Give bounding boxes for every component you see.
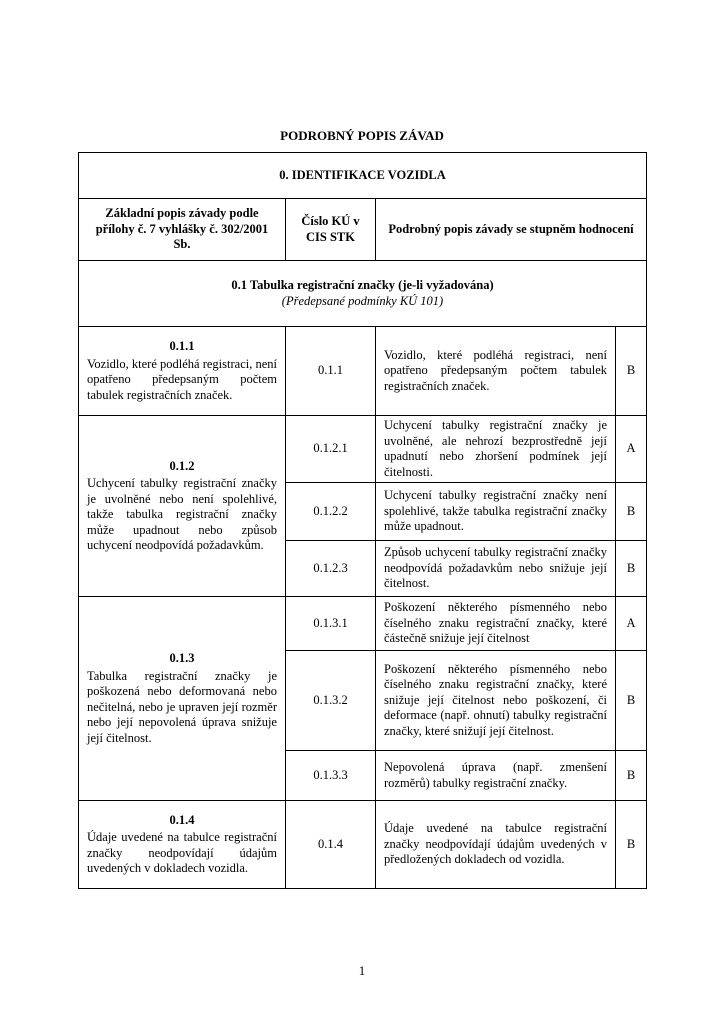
row-grade: A: [616, 597, 647, 651]
group-code: 0.1.1: [169, 339, 195, 353]
header-code: Číslo KÚ v CIS STK: [286, 199, 376, 261]
row-detail: Uchycení tabulky registrační značky je uvolněné, ale nehrozí bezprostředně její upadnutí nebo zhoršení podmínek její čitelnosti.: [376, 416, 616, 483]
row-code: 0.1.2.3: [286, 541, 376, 597]
row-grade: B: [616, 651, 647, 751]
row-detail: Údaje uvedené na tabulce registrační značky neodpovídají údajům uvedených v předložených dokladech od vozidla.: [376, 801, 616, 889]
row-grade: B: [616, 483, 647, 541]
document-title: PODROBNÝ POPIS ZÁVAD: [280, 128, 444, 143]
group-basic-cell: [79, 327, 286, 416]
defects-table: [78, 152, 647, 889]
row-grade: B: [616, 541, 647, 597]
row-grade: B: [616, 801, 647, 889]
subsection-note: (Předepsané podmínky KÚ 101): [281, 293, 444, 308]
row-detail: Uchycení tabulky registrační značky není spolehlivé, takže tabulka registrační značky může upadnout.: [376, 483, 616, 541]
table-row: [79, 801, 647, 889]
group-basic-cell: [79, 597, 286, 801]
row-detail: Poškození některého písmenného nebo číselného znaku registrační značky, které částečně snižuje její čitelnost: [376, 597, 616, 651]
row-code: 0.1.3.3: [286, 751, 376, 801]
group-basic-cell: [79, 416, 286, 597]
group-code: 0.1.2: [169, 458, 195, 473]
row-detail: Způsob uchycení tabulky registrační značky neodpovídá požadavkům nebo snižuje její čitelnost.: [376, 541, 616, 597]
group-code: 0.1.4: [169, 812, 195, 827]
header-basic-description: Základní popis závady podle přílohy č. 7 vyhlášky č. 302/2001 Sb.: [79, 199, 286, 261]
group-code: 0.1.3: [169, 651, 195, 665]
table-row: [79, 416, 647, 483]
group-basic-cell: [79, 801, 286, 889]
row-detail: Nepovolená úprava (např. zmenšení rozměrů) tabulky registrační značky.: [376, 751, 616, 801]
row-code: 0.1.4: [286, 801, 376, 889]
table-row: [79, 327, 647, 416]
group-text: Údaje uvedené na tabulce registrační značky neodpovídají údajům uvedených v dokladech vozidla.: [87, 830, 277, 875]
row-detail: Vozidlo, které podléhá registraci, není opatřeno předepsaným počtem tabulek registračních značek.: [376, 327, 616, 416]
row-code: 0.1.1: [286, 327, 376, 416]
row-detail: Poškození některého písmenného nebo číselného znaku registrační značky, které snižuje její čitelnost nebo poškození, či deformace (např. ohnutí) tabulky registrační značky, které snižují její čitelnost.: [376, 651, 616, 751]
row-code: 0.1.2.2: [286, 483, 376, 541]
header-detail-description: Podrobný popis závady se stupněm hodnocení: [376, 199, 647, 261]
row-grade: B: [616, 327, 647, 416]
page-number: 1: [358, 963, 366, 978]
group-text: Uchycení tabulky registrační značky je uvolněné nebo není spolehlivé, takže tabulka registrační značky může upadnout nebo způsob uchycení neodpovídá požadavkům.: [87, 476, 277, 552]
section-title: 0. IDENTIFIKACE VOZIDLA: [79, 153, 647, 199]
table-row: [79, 597, 647, 651]
row-grade: A: [616, 416, 647, 483]
group-text: Vozidlo, které podléhá registraci, není opatřeno předepsaným počtem tabulek registračních značek.: [87, 356, 277, 402]
group-text: Tabulka registrační značky je poškozená nebo deformovaná nebo nečitelná, nebo je upraven její rozměr nebo její nepovolená úprava snižuje její čitelnost.: [87, 668, 277, 745]
row-code: 0.1.3.1: [286, 597, 376, 651]
row-grade: B: [616, 751, 647, 801]
subsection-header: [79, 261, 647, 327]
subsection-title: 0.1 Tabulka registrační značky (je-li vyžadována): [231, 278, 494, 292]
row-code: 0.1.2.1: [286, 416, 376, 483]
row-code: 0.1.3.2: [286, 651, 376, 751]
